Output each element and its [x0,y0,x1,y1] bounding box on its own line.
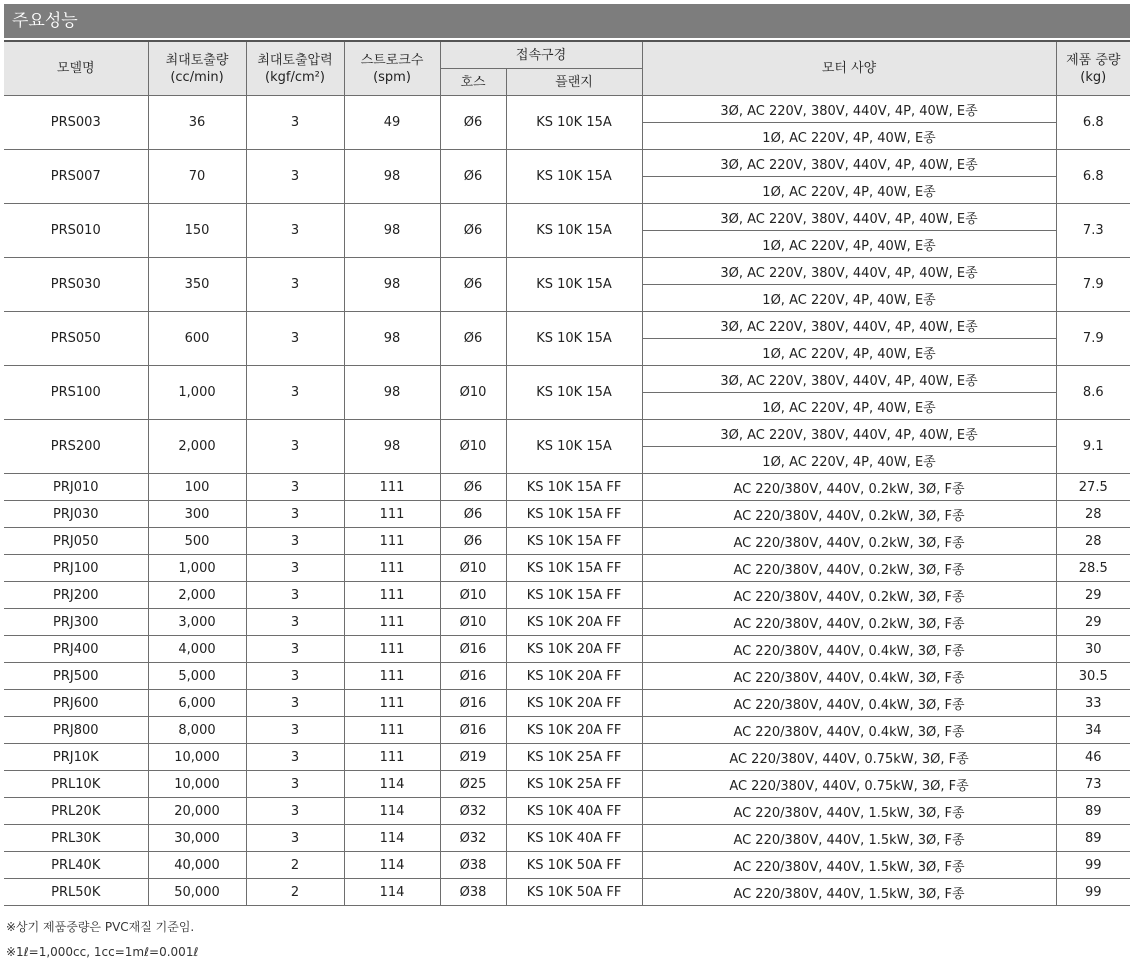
header-max-pressure-label: 최대토출압력 [257,52,333,68]
header-max-flow [148,41,246,96]
flow-cell: 10,000 [148,771,246,798]
flange-cell: KS 10K 15A [506,312,642,366]
spm-cell: 98 [344,366,440,420]
motor-cell: AC 220/380V, 440V, 1.5kW, 3Ø, F종 [642,879,1056,906]
motor-cell: AC 220/380V, 440V, 1.5kW, 3Ø, F종 [642,798,1056,825]
footnote-units: ※1ℓ=1,000cc, 1cc=1mℓ=0.001ℓ [6,945,199,959]
motor-1phase-cell: 1Ø, AC 220V, 4P, 40W, E종 [642,447,1056,474]
spm-cell: 111 [344,582,440,609]
motor-1phase-cell: 1Ø, AC 220V, 4P, 40W, E종 [642,231,1056,258]
spm-cell: 98 [344,204,440,258]
table-row [4,609,1130,636]
table-row [4,582,1130,609]
table-row [4,474,1130,501]
header-max-pressure [246,41,344,96]
model-cell: PRS007 [4,150,148,204]
flow-cell: 2,000 [148,420,246,474]
motor-cell: AC 220/380V, 440V, 0.2kW, 3Ø, F종 [642,474,1056,501]
hose-cell: Ø16 [440,717,506,744]
flow-cell: 5,000 [148,663,246,690]
flange-cell: KS 10K 20A FF [506,663,642,690]
spm-cell: 98 [344,312,440,366]
pressure-cell: 3 [246,771,344,798]
weight-cell: 27.5 [1056,474,1130,501]
weight-cell: 7.9 [1056,258,1130,312]
flow-cell: 70 [148,150,246,204]
table-row [4,258,1130,285]
spm-cell: 49 [344,96,440,150]
weight-cell: 28 [1056,528,1130,555]
hose-cell: Ø32 [440,825,506,852]
spm-cell: 111 [344,555,440,582]
spm-cell: 111 [344,717,440,744]
weight-cell: 7.3 [1056,204,1130,258]
model-cell: PRL20K [4,798,148,825]
pressure-cell: 3 [246,474,344,501]
flange-cell: KS 10K 15A [506,204,642,258]
spm-cell: 114 [344,798,440,825]
model-cell: PRJ800 [4,717,148,744]
model-cell: PRJ10K [4,744,148,771]
model-cell: PRS003 [4,96,148,150]
pressure-cell: 3 [246,150,344,204]
header-flange: 플랜지 [506,69,642,96]
model-cell: PRS010 [4,204,148,258]
weight-cell: 29 [1056,582,1130,609]
flow-cell: 20,000 [148,798,246,825]
pressure-cell: 3 [246,717,344,744]
pressure-cell: 3 [246,204,344,258]
table-row [4,771,1130,798]
flange-cell: KS 10K 40A FF [506,825,642,852]
pressure-cell: 3 [246,798,344,825]
footnotes [6,915,198,965]
weight-cell: 34 [1056,717,1130,744]
hose-cell: Ø32 [440,798,506,825]
weight-cell: 6.8 [1056,96,1130,150]
weight-cell: 89 [1056,798,1130,825]
model-cell: PRJ400 [4,636,148,663]
pressure-cell: 3 [246,501,344,528]
performance-table [4,40,1130,906]
weight-cell: 6.8 [1056,150,1130,204]
weight-cell: 9.1 [1056,420,1130,474]
model-cell: PRL50K [4,879,148,906]
pressure-cell: 3 [246,258,344,312]
flange-cell: KS 10K 20A FF [506,636,642,663]
motor-cell: AC 220/380V, 440V, 0.4kW, 3Ø, F종 [642,690,1056,717]
flange-cell: KS 10K 50A FF [506,879,642,906]
spm-cell: 98 [344,258,440,312]
pressure-cell: 3 [246,420,344,474]
hose-cell: Ø6 [440,528,506,555]
hose-cell: Ø10 [440,420,506,474]
flow-cell: 1,000 [148,555,246,582]
hose-cell: Ø38 [440,852,506,879]
hose-cell: Ø6 [440,150,506,204]
hose-cell: Ø10 [440,555,506,582]
header-strokes-label: 스트로크수 [360,52,424,68]
flow-cell: 600 [148,312,246,366]
table-row [4,420,1130,447]
header-max-flow-unit: (cc/min) [170,69,224,85]
flange-cell: KS 10K 40A FF [506,798,642,825]
model-cell: PRS100 [4,366,148,420]
flow-cell: 500 [148,528,246,555]
hose-cell: Ø6 [440,312,506,366]
table-header [4,41,1130,96]
pressure-cell: 3 [246,663,344,690]
table-row [4,852,1130,879]
flange-cell: KS 10K 25A FF [506,744,642,771]
pressure-cell: 3 [246,96,344,150]
weight-cell: 30.5 [1056,663,1130,690]
motor-3phase-cell: 3Ø, AC 220V, 380V, 440V, 4P, 40W, E종 [642,204,1056,231]
table-row [4,663,1130,690]
motor-3phase-cell: 3Ø, AC 220V, 380V, 440V, 4P, 40W, E종 [642,420,1056,447]
weight-cell: 33 [1056,690,1130,717]
header-max-pressure-unit: (kgf/cm²) [265,69,325,85]
flow-cell: 4,000 [148,636,246,663]
model-cell: PRL10K [4,771,148,798]
model-cell: PRS050 [4,312,148,366]
table-row [4,204,1130,231]
header-model: 모델명 [4,41,148,96]
spm-cell: 98 [344,420,440,474]
section-title: 주요성능 [4,4,1130,38]
motor-cell: AC 220/380V, 440V, 0.4kW, 3Ø, F종 [642,663,1056,690]
spm-cell: 114 [344,879,440,906]
flange-cell: KS 10K 15A [506,150,642,204]
flow-cell: 8,000 [148,717,246,744]
hose-cell: Ø6 [440,96,506,150]
weight-cell: 28.5 [1056,555,1130,582]
hose-cell: Ø10 [440,609,506,636]
table-row [4,717,1130,744]
motor-cell: AC 220/380V, 440V, 1.5kW, 3Ø, F종 [642,852,1056,879]
pressure-cell: 3 [246,555,344,582]
model-cell: PRJ600 [4,690,148,717]
table-row [4,96,1130,123]
flow-cell: 6,000 [148,690,246,717]
table-row [4,366,1130,393]
pressure-cell: 2 [246,852,344,879]
header-strokes-unit: (spm) [373,69,411,85]
table-row [4,150,1130,177]
motor-cell: AC 220/380V, 440V, 0.2kW, 3Ø, F종 [642,528,1056,555]
weight-cell: 30 [1056,636,1130,663]
spm-cell: 111 [344,501,440,528]
weight-cell: 8.6 [1056,366,1130,420]
header-motor: 모터 사양 [642,41,1056,96]
spm-cell: 111 [344,609,440,636]
model-cell: PRJ100 [4,555,148,582]
pressure-cell: 3 [246,636,344,663]
flow-cell: 100 [148,474,246,501]
model-cell: PRJ200 [4,582,148,609]
spm-cell: 114 [344,771,440,798]
flange-cell: KS 10K 20A FF [506,609,642,636]
motor-3phase-cell: 3Ø, AC 220V, 380V, 440V, 4P, 40W, E종 [642,150,1056,177]
flange-cell: KS 10K 15A [506,420,642,474]
header-weight [1056,41,1130,96]
motor-1phase-cell: 1Ø, AC 220V, 4P, 40W, E종 [642,285,1056,312]
pressure-cell: 3 [246,312,344,366]
motor-1phase-cell: 1Ø, AC 220V, 4P, 40W, E종 [642,393,1056,420]
motor-3phase-cell: 3Ø, AC 220V, 380V, 440V, 4P, 40W, E종 [642,258,1056,285]
weight-cell: 29 [1056,609,1130,636]
hose-cell: Ø10 [440,366,506,420]
pressure-cell: 3 [246,528,344,555]
flow-cell: 40,000 [148,852,246,879]
flange-cell: KS 10K 20A FF [506,717,642,744]
flange-cell: KS 10K 15A FF [506,555,642,582]
header-hose: 호스 [440,69,506,96]
header-strokes [344,41,440,96]
motor-1phase-cell: 1Ø, AC 220V, 4P, 40W, E종 [642,123,1056,150]
model-cell: PRL30K [4,825,148,852]
motor-cell: AC 220/380V, 440V, 0.75kW, 3Ø, F종 [642,744,1056,771]
model-cell: PRJ300 [4,609,148,636]
flow-cell: 3,000 [148,609,246,636]
hose-cell: Ø25 [440,771,506,798]
flow-cell: 36 [148,96,246,150]
model-cell: PRJ010 [4,474,148,501]
weight-cell: 7.9 [1056,312,1130,366]
pressure-cell: 3 [246,690,344,717]
flange-cell: KS 10K 50A FF [506,852,642,879]
footnote-weight: ※상기 제품중량은 PVC재질 기준임. [6,920,195,934]
weight-cell: 46 [1056,744,1130,771]
pressure-cell: 3 [246,609,344,636]
table-row [4,555,1130,582]
model-cell: PRJ050 [4,528,148,555]
weight-cell: 73 [1056,771,1130,798]
hose-cell: Ø16 [440,663,506,690]
weight-cell: 99 [1056,852,1130,879]
table-row [4,501,1130,528]
motor-cell: AC 220/380V, 440V, 0.2kW, 3Ø, F종 [642,582,1056,609]
flange-cell: KS 10K 15A FF [506,528,642,555]
hose-cell: Ø38 [440,879,506,906]
model-cell: PRJ500 [4,663,148,690]
table-body [4,96,1130,906]
spm-cell: 111 [344,663,440,690]
hose-cell: Ø10 [440,582,506,609]
hose-cell: Ø6 [440,474,506,501]
hose-cell: Ø6 [440,258,506,312]
motor-3phase-cell: 3Ø, AC 220V, 380V, 440V, 4P, 40W, E종 [642,312,1056,339]
motor-cell: AC 220/380V, 440V, 1.5kW, 3Ø, F종 [642,825,1056,852]
flange-cell: KS 10K 15A FF [506,582,642,609]
model-cell: PRS200 [4,420,148,474]
table-row [4,636,1130,663]
table-row [4,879,1130,906]
table-row [4,744,1130,771]
motor-cell: AC 220/380V, 440V, 0.4kW, 3Ø, F종 [642,636,1056,663]
table-row [4,690,1130,717]
spm-cell: 111 [344,690,440,717]
table-row [4,312,1130,339]
spm-cell: 111 [344,744,440,771]
flow-cell: 1,000 [148,366,246,420]
motor-cell: AC 220/380V, 440V, 0.2kW, 3Ø, F종 [642,555,1056,582]
weight-cell: 89 [1056,825,1130,852]
hose-cell: Ø6 [440,501,506,528]
flow-cell: 350 [148,258,246,312]
flow-cell: 50,000 [148,879,246,906]
flow-cell: 30,000 [148,825,246,852]
model-cell: PRS030 [4,258,148,312]
spm-cell: 111 [344,474,440,501]
pressure-cell: 3 [246,744,344,771]
motor-cell: AC 220/380V, 440V, 0.2kW, 3Ø, F종 [642,609,1056,636]
motor-3phase-cell: 3Ø, AC 220V, 380V, 440V, 4P, 40W, E종 [642,96,1056,123]
flow-cell: 2,000 [148,582,246,609]
pressure-cell: 3 [246,582,344,609]
flange-cell: KS 10K 15A [506,258,642,312]
motor-cell: AC 220/380V, 440V, 0.75kW, 3Ø, F종 [642,771,1056,798]
flow-cell: 10,000 [148,744,246,771]
hose-cell: Ø16 [440,690,506,717]
flange-cell: KS 10K 25A FF [506,771,642,798]
header-weight-label: 제품 중량 [1066,52,1121,68]
spm-cell: 98 [344,150,440,204]
spm-cell: 111 [344,636,440,663]
spm-cell: 114 [344,852,440,879]
flange-cell: KS 10K 15A FF [506,474,642,501]
flange-cell: KS 10K 15A FF [506,501,642,528]
pressure-cell: 2 [246,879,344,906]
motor-1phase-cell: 1Ø, AC 220V, 4P, 40W, E종 [642,177,1056,204]
flange-cell: KS 10K 15A [506,366,642,420]
flow-cell: 150 [148,204,246,258]
flange-cell: KS 10K 15A [506,96,642,150]
motor-3phase-cell: 3Ø, AC 220V, 380V, 440V, 4P, 40W, E종 [642,366,1056,393]
motor-cell: AC 220/380V, 440V, 0.4kW, 3Ø, F종 [642,717,1056,744]
weight-cell: 99 [1056,879,1130,906]
header-weight-unit: (kg) [1080,69,1107,85]
spm-cell: 111 [344,528,440,555]
model-cell: PRJ030 [4,501,148,528]
table-row [4,528,1130,555]
motor-cell: AC 220/380V, 440V, 0.2kW, 3Ø, F종 [642,501,1056,528]
model-cell: PRL40K [4,852,148,879]
flow-cell: 300 [148,501,246,528]
table-row [4,825,1130,852]
hose-cell: Ø6 [440,204,506,258]
flange-cell: KS 10K 20A FF [506,690,642,717]
pressure-cell: 3 [246,366,344,420]
weight-cell: 28 [1056,501,1130,528]
pressure-cell: 3 [246,825,344,852]
table-row [4,798,1130,825]
header-max-flow-label: 최대토출량 [165,52,229,68]
spm-cell: 114 [344,825,440,852]
header-connection: 접속구경 [440,41,642,69]
hose-cell: Ø19 [440,744,506,771]
motor-1phase-cell: 1Ø, AC 220V, 4P, 40W, E종 [642,339,1056,366]
hose-cell: Ø16 [440,636,506,663]
